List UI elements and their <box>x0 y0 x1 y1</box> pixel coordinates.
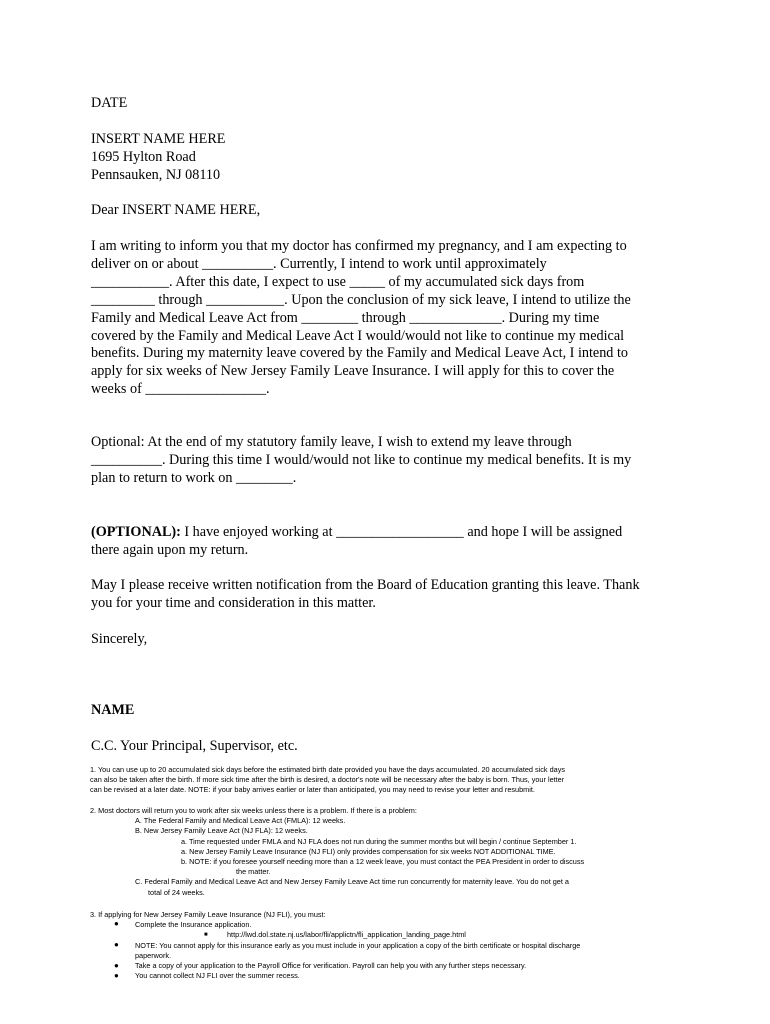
paragraph-optional-assignment <box>91 524 681 560</box>
cc-text: C.C. Your Principal, Supervisor, etc. <box>91 738 298 754</box>
salutation <box>91 202 681 220</box>
recipient-street: 1695 Hylton Road <box>91 148 196 165</box>
bullet-icon: ● <box>114 919 119 928</box>
signature-name: NAME <box>91 702 135 718</box>
paragraph-line: weeks of _________________. <box>91 381 270 398</box>
paragraph-line: you for your time and consideration in this matter. <box>91 594 376 611</box>
note-line: A. The Federal Family and Medical Leave Act (FMLA): 12 weeks. <box>135 816 346 826</box>
bullet-icon: ● <box>114 940 119 949</box>
paragraph-line: plan to return to work on ________. <box>91 469 297 486</box>
paragraph-line: I am writing to inform you that my doctor has confirmed my pregnancy, and I am expecting to <box>91 238 627 254</box>
paragraph-line: there again upon my return. <box>91 541 249 558</box>
note-line: b. NOTE: if you foresee yourself needing more than a 12 week leave, you must contact the PEA President in order to discuss <box>181 857 585 867</box>
note-line: C. Federal Family and Medical Leave Act and New Jersey Family Leave Act time run concurrently for maternity leave. You do not get a <box>135 877 569 887</box>
paragraph-line: apply for six weeks of New Jersey Family Leave Insurance. I will apply for this to cover the <box>91 363 615 380</box>
note-line: 2. Most doctors will return you to work after six weeks unless there is a problem. If there is a problem: <box>90 806 417 815</box>
paragraph-request <box>91 577 681 613</box>
note-line: paperwork. <box>135 950 172 960</box>
paragraph-1 <box>91 238 681 399</box>
note-3 <box>90 910 680 981</box>
recipient-address <box>91 131 681 185</box>
date: DATE <box>91 95 128 111</box>
signature <box>91 702 681 720</box>
paragraph-optional-extension <box>91 434 681 488</box>
paragraph-line <box>91 524 681 542</box>
square-bullet-icon: ■ <box>204 932 208 938</box>
date-line <box>91 95 681 113</box>
cc-line <box>91 738 681 756</box>
note-line: total of 24 weeks. <box>148 887 205 897</box>
note-line: B. New Jersey Family Leave Act (NJ FLA): 12 weeks. <box>135 826 308 836</box>
closing <box>91 631 681 649</box>
paragraph-line: deliver on or about __________. Currently, I intend to work until approximately <box>91 255 547 272</box>
note-line: a. Time requested under FMLA and NJ FLA does not run during the summer months but will begin / continue September 1. <box>181 836 577 846</box>
note-url: http://lwd.dol.state.nj.us/labor/fli/applictn/fli_application_landing_page.html <box>227 930 466 940</box>
note-line: You cannot collect NJ FLI over the summer recess. <box>135 971 300 981</box>
note-1 <box>90 765 680 796</box>
salutation-text: Dear INSERT NAME HERE, <box>91 202 261 218</box>
note-line: 3. If applying for New Jersey Family Leave Insurance (NJ FLI), you must: <box>90 910 326 919</box>
paragraph-line: _________ through ___________. Upon the conclusion of my sick leave, I intend to utilize the <box>91 291 631 308</box>
paragraph-line: benefits. During my maternity leave covered by the Family and Medical Leave Act, I intend to <box>91 345 628 362</box>
note-line: the matter. <box>236 867 271 877</box>
paragraph-line: Optional: At the end of my statutory family leave, I wish to extend my leave through <box>91 434 572 450</box>
paragraph-line: __________. During this time I would/would not like to continue my medical benefits. It is my <box>91 451 632 468</box>
note-line: a. New Jersey Family Leave Insurance (NJ FLI) only provides compensation for six weeks NOT ADDITIONAL TIME. <box>181 846 556 856</box>
recipient-name: INSERT NAME HERE <box>91 131 226 147</box>
recipient-city: Pennsauken, NJ 08110 <box>91 166 221 183</box>
note-line: Take a copy of your application to the Payroll Office for verification. Payroll can help you with any further steps necessary. <box>135 961 527 971</box>
note-line: 1. You can use up to 20 accumulated sick days before the estimated birth date provided you have the days accumulated. 20 accumulated sick days <box>90 765 565 774</box>
note-line: can also be taken after the birth. If more sick time after the birth is desired, a doctor's note will be necessary after the baby is born. Thus, your letter <box>90 775 565 785</box>
paragraph-line: Family and Medical Leave Act from ________ through _____________. During my time <box>91 309 600 326</box>
bullet-icon: ● <box>114 971 119 980</box>
paragraph-line: covered by the Family and Medical Leave Act I would/would not like to continue my medical <box>91 327 625 344</box>
optional-label: (OPTIONAL): <box>91 524 181 540</box>
bullet-icon: ● <box>114 961 119 970</box>
note-line: can be revised at a later date. NOTE: if your baby arrives earlier or later than anticipated, you may need to revise your letter and resubmit. <box>90 785 535 795</box>
paragraph-line: ___________. After this date, I expect to use _____ of my accumulated sick days from <box>91 273 585 290</box>
note-2 <box>90 806 680 898</box>
paragraph-line: May I please receive written notification from the Board of Education granting this leave. Thank <box>91 577 640 593</box>
closing-text: Sincerely, <box>91 631 148 647</box>
note-line: Complete the Insurance application. <box>135 920 252 930</box>
note-line: NOTE: You cannot apply for this insurance early as you must include in your application a copy of the birth certificate or hospital discharge <box>135 940 581 950</box>
optional-text: I have enjoyed working at __________________ and hope I will be assigned <box>180 524 623 540</box>
